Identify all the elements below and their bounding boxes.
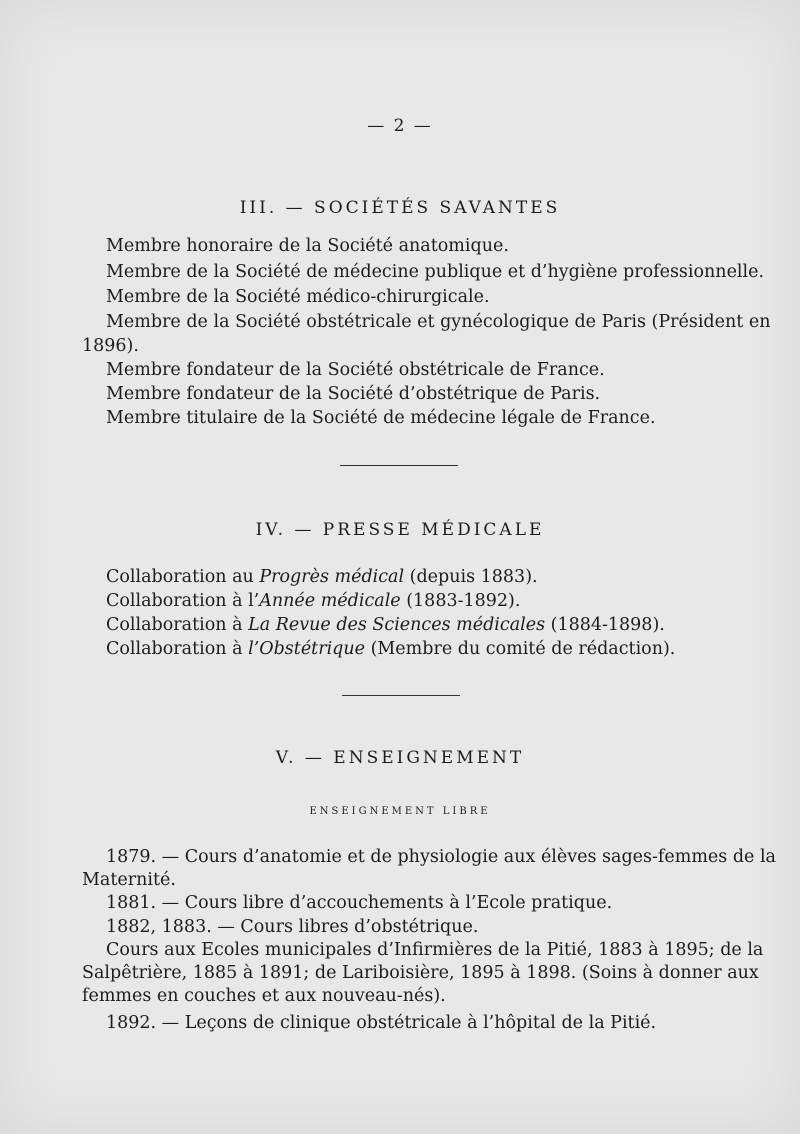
section-3-title: III. — SOCIÉTÉS SAVANTES (239, 198, 561, 218)
press-item (106, 590, 520, 612)
section-divider (340, 465, 458, 466)
section-3-line: Membre fondateur de la Société obstétricale de France. (106, 360, 605, 380)
section-3-line: Membre de la Société médico-chirurgicale. (106, 287, 490, 307)
press-item (106, 614, 665, 636)
teaching-line: 1892. — Leçons de clinique obstétricale à l’hôpital de la Pitié. (106, 1013, 657, 1033)
press-item-suffix: (depuis 1883). (404, 567, 538, 587)
press-item (106, 566, 538, 588)
press-item-prefix: Collaboration au (106, 567, 260, 587)
press-item-prefix: Collaboration à l’ (106, 591, 260, 611)
teaching-line: Salpêtrière, 1885 à 1891; de Lariboisière, 1895 à 1898. (Soins à donner aux (82, 963, 759, 983)
press-item-prefix: Collaboration à (106, 615, 249, 635)
press-item-journal: La Revue des Sciences médicales (248, 615, 546, 635)
teaching-line: femmes en couches et aux nouveau-nés). (82, 986, 446, 1006)
press-item-suffix: (1883-1892). (400, 591, 521, 611)
section-3-line: 1896). (82, 336, 139, 356)
teaching-line: 1879. — Cours d’anatomie et de physiologie aux élèves sages-femmes de la (106, 847, 776, 867)
press-item-journal: Progrès médical (259, 567, 405, 587)
press-item-suffix: (1884-1898). (545, 615, 665, 635)
teaching-line: Cours aux Ecoles municipales d’Infirmières de la Pitié, 1883 à 1895; de la (106, 940, 764, 960)
press-item-journal: l’Obstétrique (248, 639, 365, 659)
section-5-title: V. — ENSEIGNEMENT (275, 748, 525, 768)
page-number: — 2 — (367, 116, 433, 136)
teaching-line: 1881. — Cours libre d’accouchements à l’Ecole pratique. (106, 893, 613, 913)
section-3-line: Membre titulaire de la Société de médecine légale de France. (106, 408, 656, 428)
section-3-line: Membre de la Société de médecine publique et d’hygiène professionnelle. (106, 262, 765, 282)
section-3-line: Membre de la Société obstétricale et gynécologique de Paris (Président en (106, 312, 771, 332)
section-divider (342, 695, 460, 696)
section-4-title: IV. — PRESSE MÉDICALE (255, 520, 545, 540)
section-3-line: Membre fondateur de la Société d’obstétrique de Paris. (106, 384, 601, 404)
press-item-prefix: Collaboration à (106, 639, 249, 659)
teaching-line: 1882, 1883. — Cours libres d’obstétrique. (106, 917, 479, 937)
teaching-line: Maternité. (82, 870, 176, 890)
press-item (106, 638, 675, 660)
section-5-subtitle: ENSEIGNEMENT LIBRE (309, 806, 491, 817)
press-item-journal: Année médicale (259, 591, 401, 611)
press-item-suffix: (Membre du comité de rédaction). (365, 639, 676, 659)
section-3-line: Membre honoraire de la Société anatomique. (106, 236, 509, 256)
